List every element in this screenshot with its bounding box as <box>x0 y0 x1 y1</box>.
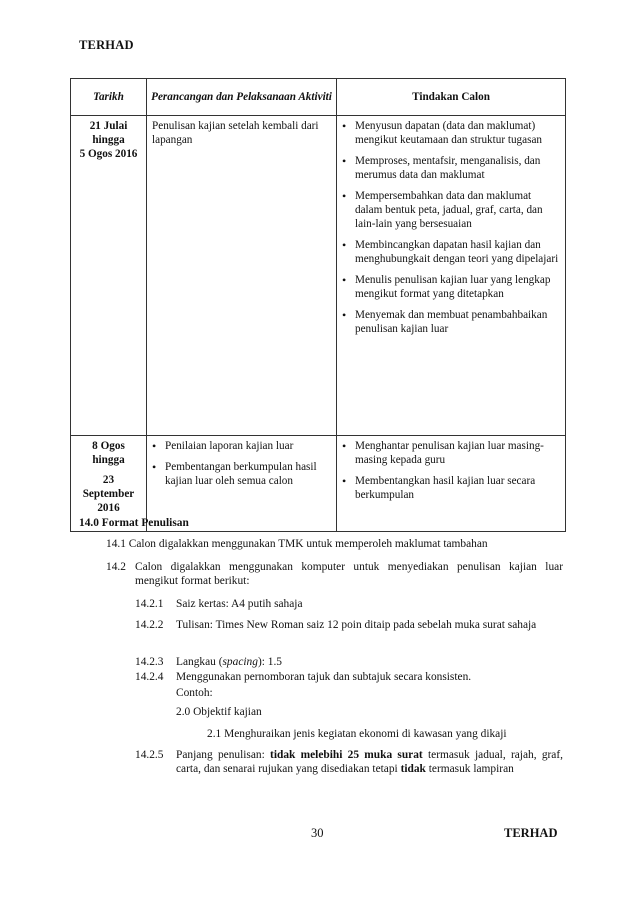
clause-14-2-1: Saiz kertas: A4 putih sahaja <box>176 598 303 610</box>
emphasis-text: tidak <box>400 763 426 775</box>
clause-number: 14.2.3 <box>135 656 164 668</box>
page-number: 30 <box>311 826 324 840</box>
list-item: • Membincangkan dapatan hasil kajian dan menghubungkait dengan teori yang dipelajari <box>342 238 560 266</box>
date-line: 8 Ogos <box>92 440 125 452</box>
list-item: • Membentangkan hasil kajian luar secara berkumpulan <box>342 474 560 502</box>
header-classification: TERHAD <box>79 38 134 52</box>
header-activity: Perancangan dan Pelaksanaan Aktiviti <box>147 79 337 116</box>
schedule-table <box>70 78 566 532</box>
example-subheading: 2.1 Menghuraikan jenis kegiatan ekonomi di kawasan yang dikaji <box>207 728 507 740</box>
clause-14-1: 14.1 Calon digalakkan menggunakan TMK untuk memperoleh maklumat tambahan <box>106 538 488 550</box>
date-line: 23 <box>102 474 115 486</box>
example-heading: 2.0 Objektif kajian <box>176 706 262 718</box>
list-item: • Menyusun dapatan (data dan maklumat) mengikut keutamaan dan struktur tugasan <box>342 119 560 147</box>
action-cell <box>337 436 566 532</box>
footer-classification: TERHAD <box>504 826 558 840</box>
activity-cell <box>147 116 337 436</box>
clause-number: 14.2.2 <box>135 619 164 631</box>
clause-14-2-2: Tulisan: Times New Roman saiz 12 poin ditaip pada sebelah muka surat sahaja <box>176 619 537 631</box>
date-line: hingga <box>92 134 125 146</box>
date-cell <box>71 116 147 436</box>
header-date: Tarikh <box>71 79 147 116</box>
date-line: 5 Ogos 2016 <box>79 148 138 160</box>
spacing-term: spacing <box>222 656 258 668</box>
example-label: Contoh: <box>176 687 213 699</box>
clause-number: 14.2.5 <box>135 749 164 761</box>
action-cell <box>337 116 566 436</box>
date-line: hingga <box>92 454 125 466</box>
clause-text: termasuk jadual, rajah, graf, carta, dan senarai rujukan yang disediakan tetapi <box>176 749 563 775</box>
emphasis-text: tidak melebihi 25 muka surat <box>270 749 423 761</box>
date-line: September <box>82 488 135 500</box>
section-title: 14.0 Format Penulisan <box>79 517 189 529</box>
date-line: 21 Julai <box>89 120 128 132</box>
clause-text: Panjang penulisan: <box>176 749 271 761</box>
clause-text: Langkau ( <box>176 656 223 668</box>
table-header-row <box>71 79 566 116</box>
date-line: 2016 <box>97 502 120 514</box>
clause-text: termasuk lampiran <box>425 763 514 775</box>
header-action: Tindakan Calon <box>337 79 566 116</box>
clause-text: ): 1.5 <box>257 656 282 668</box>
clause-number: 14.2 <box>106 561 126 573</box>
table-row <box>71 116 566 436</box>
list-item: • Menulis penulisan kajian luar yang lengkap mengikut format yang ditetapkan <box>342 273 560 301</box>
list-item: • Pembentangan berkumpulan hasil kajian luar oleh semua calon <box>152 460 331 488</box>
clause-14-2-4: Menggunakan pernomboran tajuk dan subtajuk secara konsisten. <box>176 671 472 683</box>
list-item: • Memproses, mentafsir, menganalisis, dan merumus data dan maklumat <box>342 154 560 182</box>
clause-14-2-5 <box>176 748 563 776</box>
list-item: • Menghantar penulisan kajian luar masing-masing kepada guru <box>342 439 560 467</box>
clause-14-2: Calon digalakkan menggunakan komputer untuk menyediakan penulisan kajian luar mengikut format berikut: <box>135 561 563 587</box>
clause-number: 14.2.4 <box>135 671 164 683</box>
list-item: • Penilaian laporan kajian luar <box>152 439 331 453</box>
activity-text: Penulisan kajian setelah kembali dari lapangan <box>152 120 319 146</box>
clause-number: 14.2.1 <box>135 598 164 610</box>
list-item: • Menyemak dan membuat penambahbaikan penulisan kajian luar <box>342 308 560 336</box>
clause-14-2-3 <box>176 655 282 669</box>
list-item: • Mempersembahkan data dan maklumat dalam bentuk peta, jadual, graf, carta, dan lain-lain yang bersesuaian <box>342 189 560 231</box>
